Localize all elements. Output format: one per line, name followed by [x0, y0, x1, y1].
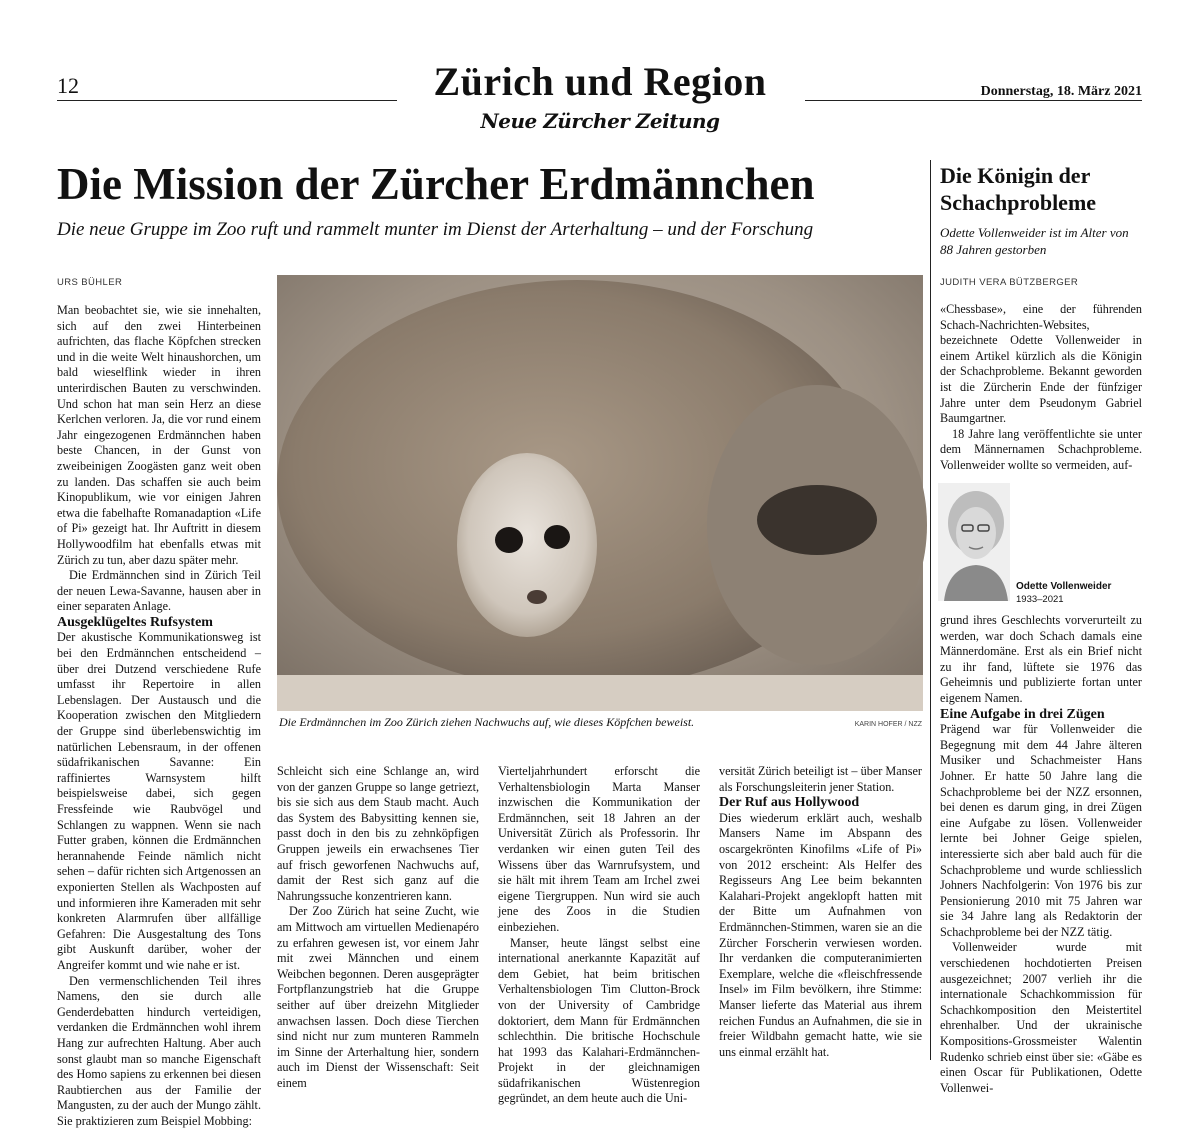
paragraph: Manser, heute längst selbst eine international anerkannte Kapazität auf dem Gebiet, hat beim britischen Verhaltensbiologen Tim Clutton-Brock von der University of Cambridge doktoriert, dem Mann für Erdmännchen schlechthin. Die britische Hochschule hat 1993 das Kalahari-Erdmännchen-Projekt in der gleichnamigen südafrikanischen Wüstenregion gegründet, an dem heute auch die Uni-	[498, 935, 700, 1106]
section-title: Zürich und Region	[433, 59, 767, 104]
paragraph: Vollenweider wurde mit verschiedenen hochdotierten Preisen ausgezeichnet; 2007 verlieh ihr die internationale Schachkommission für Schachkomposition den Meistertitel ehrenhalber. Und der ukrainische Kompositions-Grossmeister Walentin Rudenko schrieb einst über sie: «Gäbe es einen Oscar für Publikationen, Odette Vollenwei-	[940, 940, 1142, 1095]
portrait-years: 1933–2021	[1016, 594, 1064, 605]
subheading: Ausgeklügeltes Rufsystem	[57, 614, 213, 630]
page-number: 12	[57, 73, 79, 98]
article-deck: Die neue Gruppe im Zoo ruft und rammelt munter im Dienst der Arterhaltung – und der Forschung	[57, 219, 814, 240]
paragraph: Prägend war für Vollenweider die Begegnung mit dem 44 Jahre älteren Musiker und Schachmeister Hans Johner. Er hatte 50 Jahre lang die Schachprobleme bei der NZZ ersonnen, bei denen es darum ging, in drei Zügen eine Aufgabe zu lösen. Vollenweider lernte bei Johner Geige spielen, interessierte sich aber bald auch für die Schachprobleme und wurde schliesslich Johners Nachfolgerin: Von 1976 bis zur Pensionierung 2010 mit 75 Jahren war sie 34 Jahre lang als Redaktorin der Schachprobleme bei der NZZ tätig.	[940, 722, 1142, 939]
paragraph: Man beobachtet sie, wie sie innehalten, sich auf den zwei Hinterbeinen aufrichten, das flache Köpfchen strecken und in die weite Welt hinaushorchen, um bald wieselflink wieder in ihren unterirdischen Bauten zu verschwinden. Und schon hat man sein Herz an diese Kerlchen verloren. Ja, die vor rund einem Jahr eingezogenen Erdmännchen haben beste Chancen, in der Gunst von zweibeinigen Zoogästen ganz weit oben zu landen. Das schaffen sie auch beim Kinopublikum, wie vor einigen Jahren etwa die fabelhafte Romanadaption «Life of Pi» gezeigt hat. Ihr Auftritt in diesem Hollywoodfilm hat ebenfalls etwas mit Zürich zu tun, aber dazu später mehr.	[57, 303, 261, 567]
article-column-2	[277, 764, 479, 1090]
paragraph: versität Zürich beteiligt ist – über Manser als Forschungsleiterin jener Station.	[719, 764, 922, 794]
paragraph: Die Erdmännchen sind in Zürich Teil der neuen Lewa-Savanne, hausen aber in einer separaten Anlage.	[57, 568, 261, 614]
sidebar-divider	[930, 160, 931, 1060]
paragraph: Vierteljahrhundert erforscht die Verhaltensbiologin Marta Manser inzwischen die Kommunikation der Erdmännchen, seit 18 Jahren an der Universität Zürich als Professorin. Ihr verdanken wir einen guten Teil des Wissens über das Warnrufsystem, und sie hält mit ihrem Team am Irchel zwei eigene Tiergruppen. Nun wird sie auch jene des Zoos in die Studien einbeziehen.	[498, 764, 700, 934]
subheading: Der Ruf aus Hollywood	[719, 795, 860, 811]
paragraph: Der Zoo Zürich hat seine Zucht, wie am Mittwoch am virtuellen Medienapéro zu erfahren gewesen ist, vor einem Jahr mit zwei Männchen und einem Weibchen begonnen. Deren ausgeprägter Fortpflanzungstrieb hat die Gruppe seither auf über dreizehn Mitglieder anwachsen lassen. Doch diese Tierchen sind nicht nur zum munteren Rammeln im Sinne der Arterhaltung hier, sondern auch im Dienst der Wissenschaft: Seit einem	[277, 904, 479, 1090]
header-rule-left	[57, 100, 397, 101]
paragraph: «Chessbase», eine der führenden Schach-Nachrichten-Websites, bezeichnete Odette Vollenweider in einem Artikel kürzlich als die Königin der Schachprobleme. Bekannt geworden ist die Zürcherin Ende der fünfziger Jahre unter dem Pseudonym Gabriel Baumgartner.	[940, 302, 1142, 426]
article-headline: Die Mission der Zürcher Erdmännchen	[57, 159, 815, 209]
paragraph: 18 Jahre lang veröffentlichte sie unter dem Männernamen Schachprobleme. Vollenweider wollte so vermeiden, auf-	[940, 426, 1142, 472]
meerkat-photo	[277, 275, 923, 711]
sidebar-byline: JUDITH VERA BÜTZBERGER	[940, 277, 1079, 288]
date-line: Donnerstag, 18. März 2021	[980, 84, 1142, 99]
article-column-4	[719, 764, 922, 1059]
portrait-name: Odette Vollenweider	[1016, 581, 1112, 592]
article-column-1	[57, 303, 261, 1128]
paragraph: grund ihres Geschlechts vorverurteilt zu werden, war doch Schach damals eine Männerdomäne. Erst als ein Brief nicht zu ihr fand, lüftete sie 1976 das Geheimnis und publizierte fortan unter eigenem Namen.	[940, 613, 1142, 705]
photo-credit: KARIN HOFER / NZZ	[854, 721, 922, 728]
header-rule-right	[805, 100, 1142, 101]
portrait-photo	[938, 483, 1010, 601]
masthead: Neue Zürcher Zeitung	[480, 109, 720, 133]
article-byline: URS BÜHLER	[57, 277, 123, 288]
paragraph: Der akustische Kommunikationsweg ist bei den Erdmännchen entscheidend – über drei Dutzend verschiedene Rufe umfasst ihr Repertoire in allen Lebenslagen. Der Austausch und die Kooperation zwischen den Mitgliedern der Gruppe sind überlebenswichtig im natürlichen Lebensraum, in der offenen südafrikanischen Savanne: Ein raffiniertes Warnsystem hilft beispielsweise dabei, sich gegen Fressfeinde wie Raubvögel und Schlangen zu wappnen. Wenn sie nach Futter graben, können die Erdmännchen herannahende Feinde nämlich nicht sehen – dafür richten sich Artgenossen an exponierten Stellen als Wachposten auf und informieren ihre Kameraden mit sehr konkreten Alarmrufen über allfällige Gefahren: Die Ausgestaltung des Tons gibt Auskunft darüber, woher der Angreifer kommt und wie nahe er ist.	[57, 630, 261, 972]
sidebar-deck: Odette Vollenweider ist im Alter von 88 Jahren gestorben	[940, 225, 1129, 257]
article-column-3	[498, 764, 700, 1106]
subheading: Eine Aufgabe in drei Zügen	[940, 706, 1105, 722]
paragraph: Den vermenschlichenden Teil ihres Namens, den sie durch alle Genderdebatten hindurch verteidigen, verdanken die Erdmännchen wohl ihrem Hang zur aufrechten Haltung. Aber auch sonst glaubt man so manche Eigenschaft des Homo sapiens zu erkennen bei diesen Raubtierchen aus der Familie der Mangusten, zu der auch der Mungo zählt. Sie praktizieren zum Beispiel Mobbing:	[57, 973, 261, 1128]
sidebar-column-top	[940, 302, 1142, 472]
paragraph: Dies wiederum erklärt auch, weshalb Mansers Name im Abspann des oscargekrönten Kinofilms «Life of Pi» von 2012 erscheint: Als Helfer des Regisseurs Ang Lee beim bekannten Kalahari-Projekt angeklopft hatten mit der Bitte um Aufnahmen von Erdmännchen-Stimmen, waren sie an die Zürcher Forscherin verwiesen worden. Ihr verdanken die computeranimierten Exemplare, welche die «fleischfressende Insel» im Film bevölkern, ihre Stimme: Manser lieferte das Material aus ihrem reichen Fundus an Aufnahmen, die sie in freier Wildbahn gemacht hatte, wie sie uns einmal erzählt hat.	[719, 810, 922, 1059]
sidebar-column-bottom	[940, 613, 1142, 1095]
paragraph: Schleicht sich eine Schlange an, wird von der ganzen Gruppe so lange getriezt, bis sie sich aus dem Staub macht. Auch das System des Babysitting kennen sie, passt doch in den bis zu zehnköpfigen Gruppen jeweils ein erwachsenes Tier auf frisch geworfenen Nachwuchs auf, damit der Rest sich ganz auf die Nahrungssuche konzentrieren kann.	[277, 764, 479, 903]
sidebar-headline: Die Königin der Schachprobleme	[940, 163, 1097, 215]
photo-caption: Die Erdmännchen im Zoo Zürich ziehen Nachwuchs auf, wie dieses Köpfchen beweist.	[279, 715, 695, 729]
